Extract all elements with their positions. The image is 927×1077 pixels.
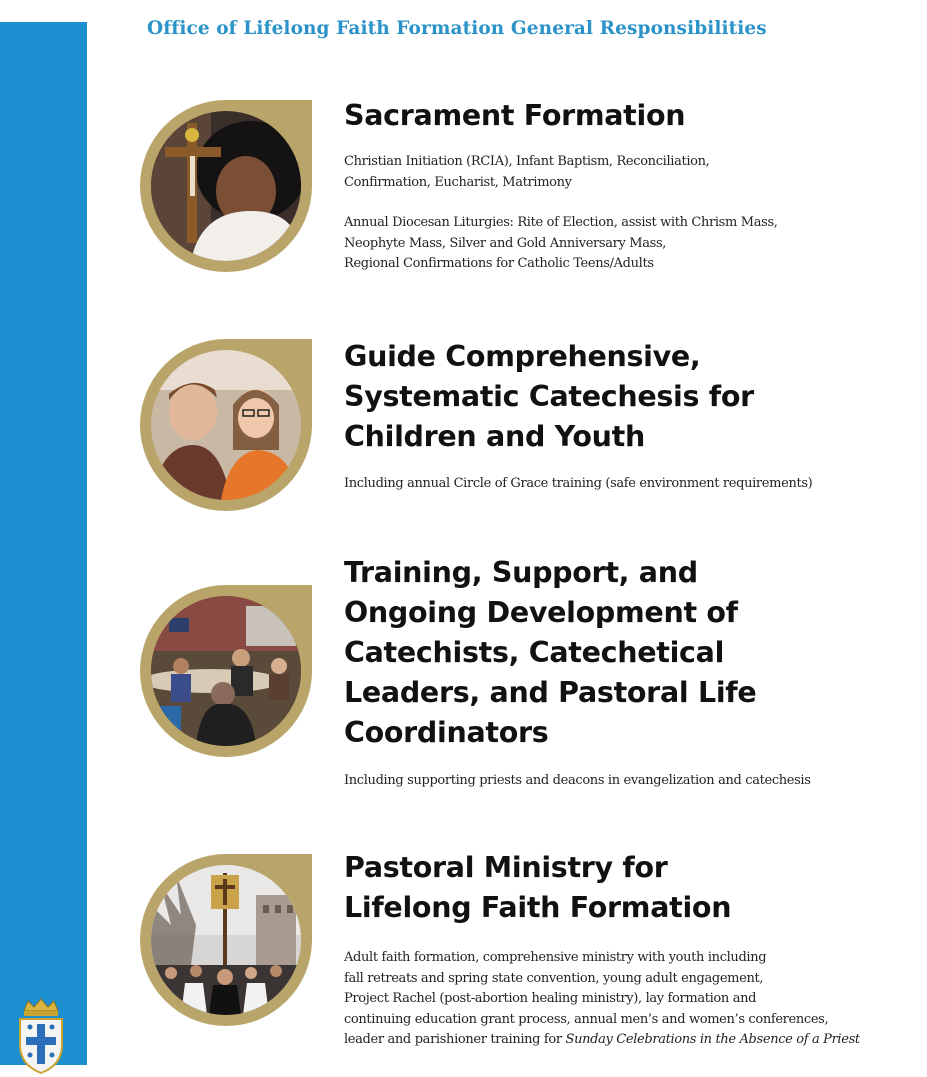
section-body: Including supporting priests and deacons in evangelization and catechesis [344, 773, 811, 788]
section-heading: Sacrament Formation [344, 99, 686, 132]
photo-youth-laughing [151, 350, 301, 500]
photo-frame [140, 100, 312, 272]
photo-frame [140, 585, 312, 757]
diocese-crest-icon [14, 997, 68, 1077]
page-title: Office of Lifelong Faith Formation General Responsibilities [147, 18, 767, 39]
section-body: Including annual Circle of Grace training (safe environment requirements) [344, 476, 813, 491]
section-body: Christian Initiation (RCIA), Infant Baptism, Reconciliation, Confirmation, Eucharist, Matrimony [344, 154, 710, 190]
italic-title: Sunday Celebrations in the Absence of a Priest [565, 1032, 860, 1047]
section-heading: Pastoral Ministry for Lifelong Faith Formation [344, 851, 732, 924]
photo-march-procession [151, 865, 301, 1015]
photo-frame [140, 854, 312, 1026]
sidebar-band [0, 22, 87, 1065]
section-heading: Guide Comprehensive, Systematic Catechesis for Children and Youth [344, 340, 754, 453]
section-body: Annual Diocesan Liturgies: Rite of Election, assist with Chrism Mass, Neophyte Mass, Silver and Gold Anniversary Mass, Regional Confirmations for Catholic Teens/Adults [344, 215, 778, 271]
photo-conference-room [151, 596, 301, 746]
section-body: Adult faith formation, comprehensive ministry with youth including fall retreats and spring state convention, young adult engagement, Project Rachel (post-abortion healing ministry), lay formation and continuing education grant process, annual men’s and women’s conferences, leader and parishioner training for Sunday Celebrations in the Absence of a Priest [344, 950, 860, 1047]
photo-frame [140, 339, 312, 511]
photo-crucifix-candidate [151, 111, 301, 261]
section-heading: Training, Support, and Ongoing Development of Catechists, Catechetical Leaders, and Pastoral Life Coordinators [344, 556, 757, 749]
